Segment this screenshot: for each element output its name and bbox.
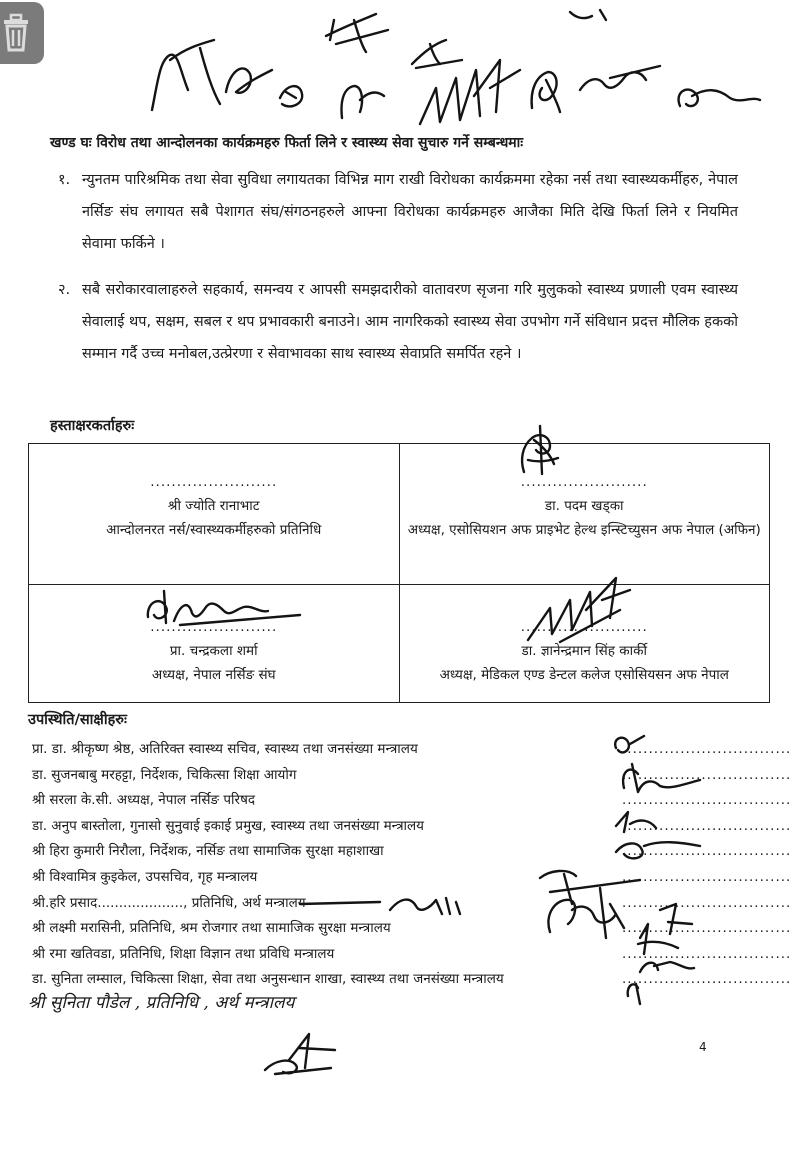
witness-text: श्री रमा खतिवडा, प्रतिनिधि, शिक्षा विज्ञान तथा प्रविधि मन्त्रालय <box>32 945 335 962</box>
signature-line: ........................ <box>150 619 278 635</box>
top-signatures <box>140 0 800 130</box>
signatory-role: आन्दोलनरत नर्स/स्वास्थ्यकर्मीहरुको प्रतिनिधि <box>106 522 322 538</box>
page-number: 4 <box>699 1040 707 1054</box>
point-number: १. <box>58 172 71 188</box>
witness-text: श्री सरला के.सी. अध्यक्ष, नेपाल नर्सिङ परिषद <box>32 792 256 809</box>
handwritten-correction <box>290 888 480 918</box>
witness-signatures <box>520 728 792 1008</box>
signatory-cell <box>399 444 770 585</box>
signature-line: ................................ <box>622 868 792 885</box>
signatory-role: अध्यक्ष, एसोसियशन अफ प्राइभेट हेल्थ इन्स्टिच्युसन अफ नेपाल (अफिन) <box>407 522 761 538</box>
signatory-name: प्रा. चन्द्रकला शर्मा <box>169 643 258 659</box>
witness-text: डा. सुजनबाबु मरहट्टा, निर्देशक, चिकित्सा शिक्षा आयोग <box>32 766 297 783</box>
handwritten-addition: श्री सुनिता पौडेल , प्रतिनिधि , अर्थ मन्त्रालय <box>28 993 295 1013</box>
signature-line: ................................ <box>622 792 792 809</box>
witness-text: डा. सुनिता लम्साल, चिकित्सा शिक्षा, सेवा तथा अनुसन्धान शाखा, स्वास्थ्य तथा जनसंख्या मन्त्रालय <box>32 971 504 988</box>
point-2 <box>58 274 738 370</box>
signature-line: ................................ <box>622 843 792 860</box>
witness-text: श्री.हरि प्रसाद...................., प्रतिनिधि, अर्थ मन्त्रालय <box>32 894 306 911</box>
signature-line: ................................ <box>622 894 792 911</box>
signature-padam-khadka <box>510 420 570 480</box>
witness-text: श्री विश्वामित्र कुइकेल, उपसचिव, गृह मन्त्रालय <box>32 868 258 885</box>
witnesses-title: उपस्थिति/साक्षीहरुः <box>28 712 127 728</box>
trash-icon <box>0 10 32 54</box>
signatory-role: अध्यक्ष, मेडिकल एण्ड डेन्टल कलेज एसोसियसन अफ नेपाल <box>439 667 729 683</box>
signature-line: ................................ <box>622 920 792 937</box>
point-number: २. <box>58 282 71 298</box>
signature-line: ........................ <box>150 474 278 490</box>
witness-text: डा. अनुप बास्तोला, गुनासो सुनुवाई इकाई प्रमुख, स्वास्थ्य तथा जनसंख्या मन्त्रालय <box>32 817 425 834</box>
delete-button[interactable] <box>0 2 44 64</box>
signature-chandrakala-sharma <box>140 585 310 635</box>
signatory-role: अध्यक्ष, नेपाल नर्सिङ संघ <box>151 667 276 683</box>
signatory-name: श्री ज्योति रानाभाट <box>167 498 260 514</box>
signature-line: ................................ <box>622 945 792 962</box>
signature-gyanendra-karki <box>520 570 640 650</box>
witness-text: प्रा. डा. श्रीकृष्ण श्रेष्ठ, अतिरिक्त स्वास्थ्य सचिव, स्वास्थ्य तथा जनसंख्या मन्त्रालय <box>32 741 418 757</box>
signature-line: ................................ <box>622 766 792 783</box>
signatories-table <box>28 443 770 703</box>
signature-line: ................................ <box>622 971 792 988</box>
signatory-name: डा. पदम खड्का <box>544 498 624 514</box>
section-heading: खण्ड घः विरोध तथा आन्दोलनका कार्यक्रमहरु फिर्ता लिने र स्वास्थ्य सेवा सुचारु गर्ने सम्बन्धमाः <box>50 135 524 151</box>
signatory-name: डा. ज्ञानेन्द्रमान सिंह कार्की <box>521 643 647 659</box>
point-text: न्युनतम पारिश्रमिक तथा सेवा सुविधा लगायतका विभिन्न माग राखी विरोधका कार्यक्रममा रहेका नर्स तथा स्वास्थ्यकर्मीहरु, नेपाल नर्सिङ संघ लगायत सबै पेशागत संघ/संगठनहरुले आफ्ना विरोधका कार्यक्रमहरु आजैका मिति देखि फिर्ता लिने र नियमित सेवामा फर्किने । <box>82 172 738 252</box>
signature-line: ................................ <box>622 817 792 834</box>
bottom-signature <box>255 1020 345 1080</box>
point-1 <box>58 164 738 260</box>
signatories-title: हस्ताक्षरकर्ताहरुः <box>50 418 135 434</box>
signature-line: ................................ <box>622 741 792 757</box>
witness-text: श्री हिरा कुमारी निरौला, निर्देशक, नर्सिङ तथा सामाजिक सुरक्षा महाशाखा <box>32 843 384 860</box>
witness-text: श्री लक्ष्मी मरासिनी, प्रतिनिधि, श्रम रोजगार तथा सामाजिक सुरक्षा मन्त्रालय <box>32 920 391 937</box>
signatory-cell <box>29 444 400 585</box>
point-text: सबै सरोकारवालाहरुले सहकार्य, समन्वय र आपसी समझदारीको वातावरण सृजना गरि मुलुकको स्वास्थ्य प्रणाली एवम स्वास्थ्य सेवालाई थप, सक्षम, सबल र थप प्रभावकारी बनाउने। आम नागरिकको स्वास्थ्य सेवा उपभोग गर्ने संविधान प्रदत्त मौलिक हकको सम्मान गर्दै उच्च मनोबल,उत्प्रेरणा र सेवाभावका साथ स्वास्थ्य सेवाप्रति समर्पित रहने । <box>82 282 738 362</box>
signature-line: ........................ <box>520 619 648 635</box>
signature-line: ........................ <box>520 474 648 490</box>
